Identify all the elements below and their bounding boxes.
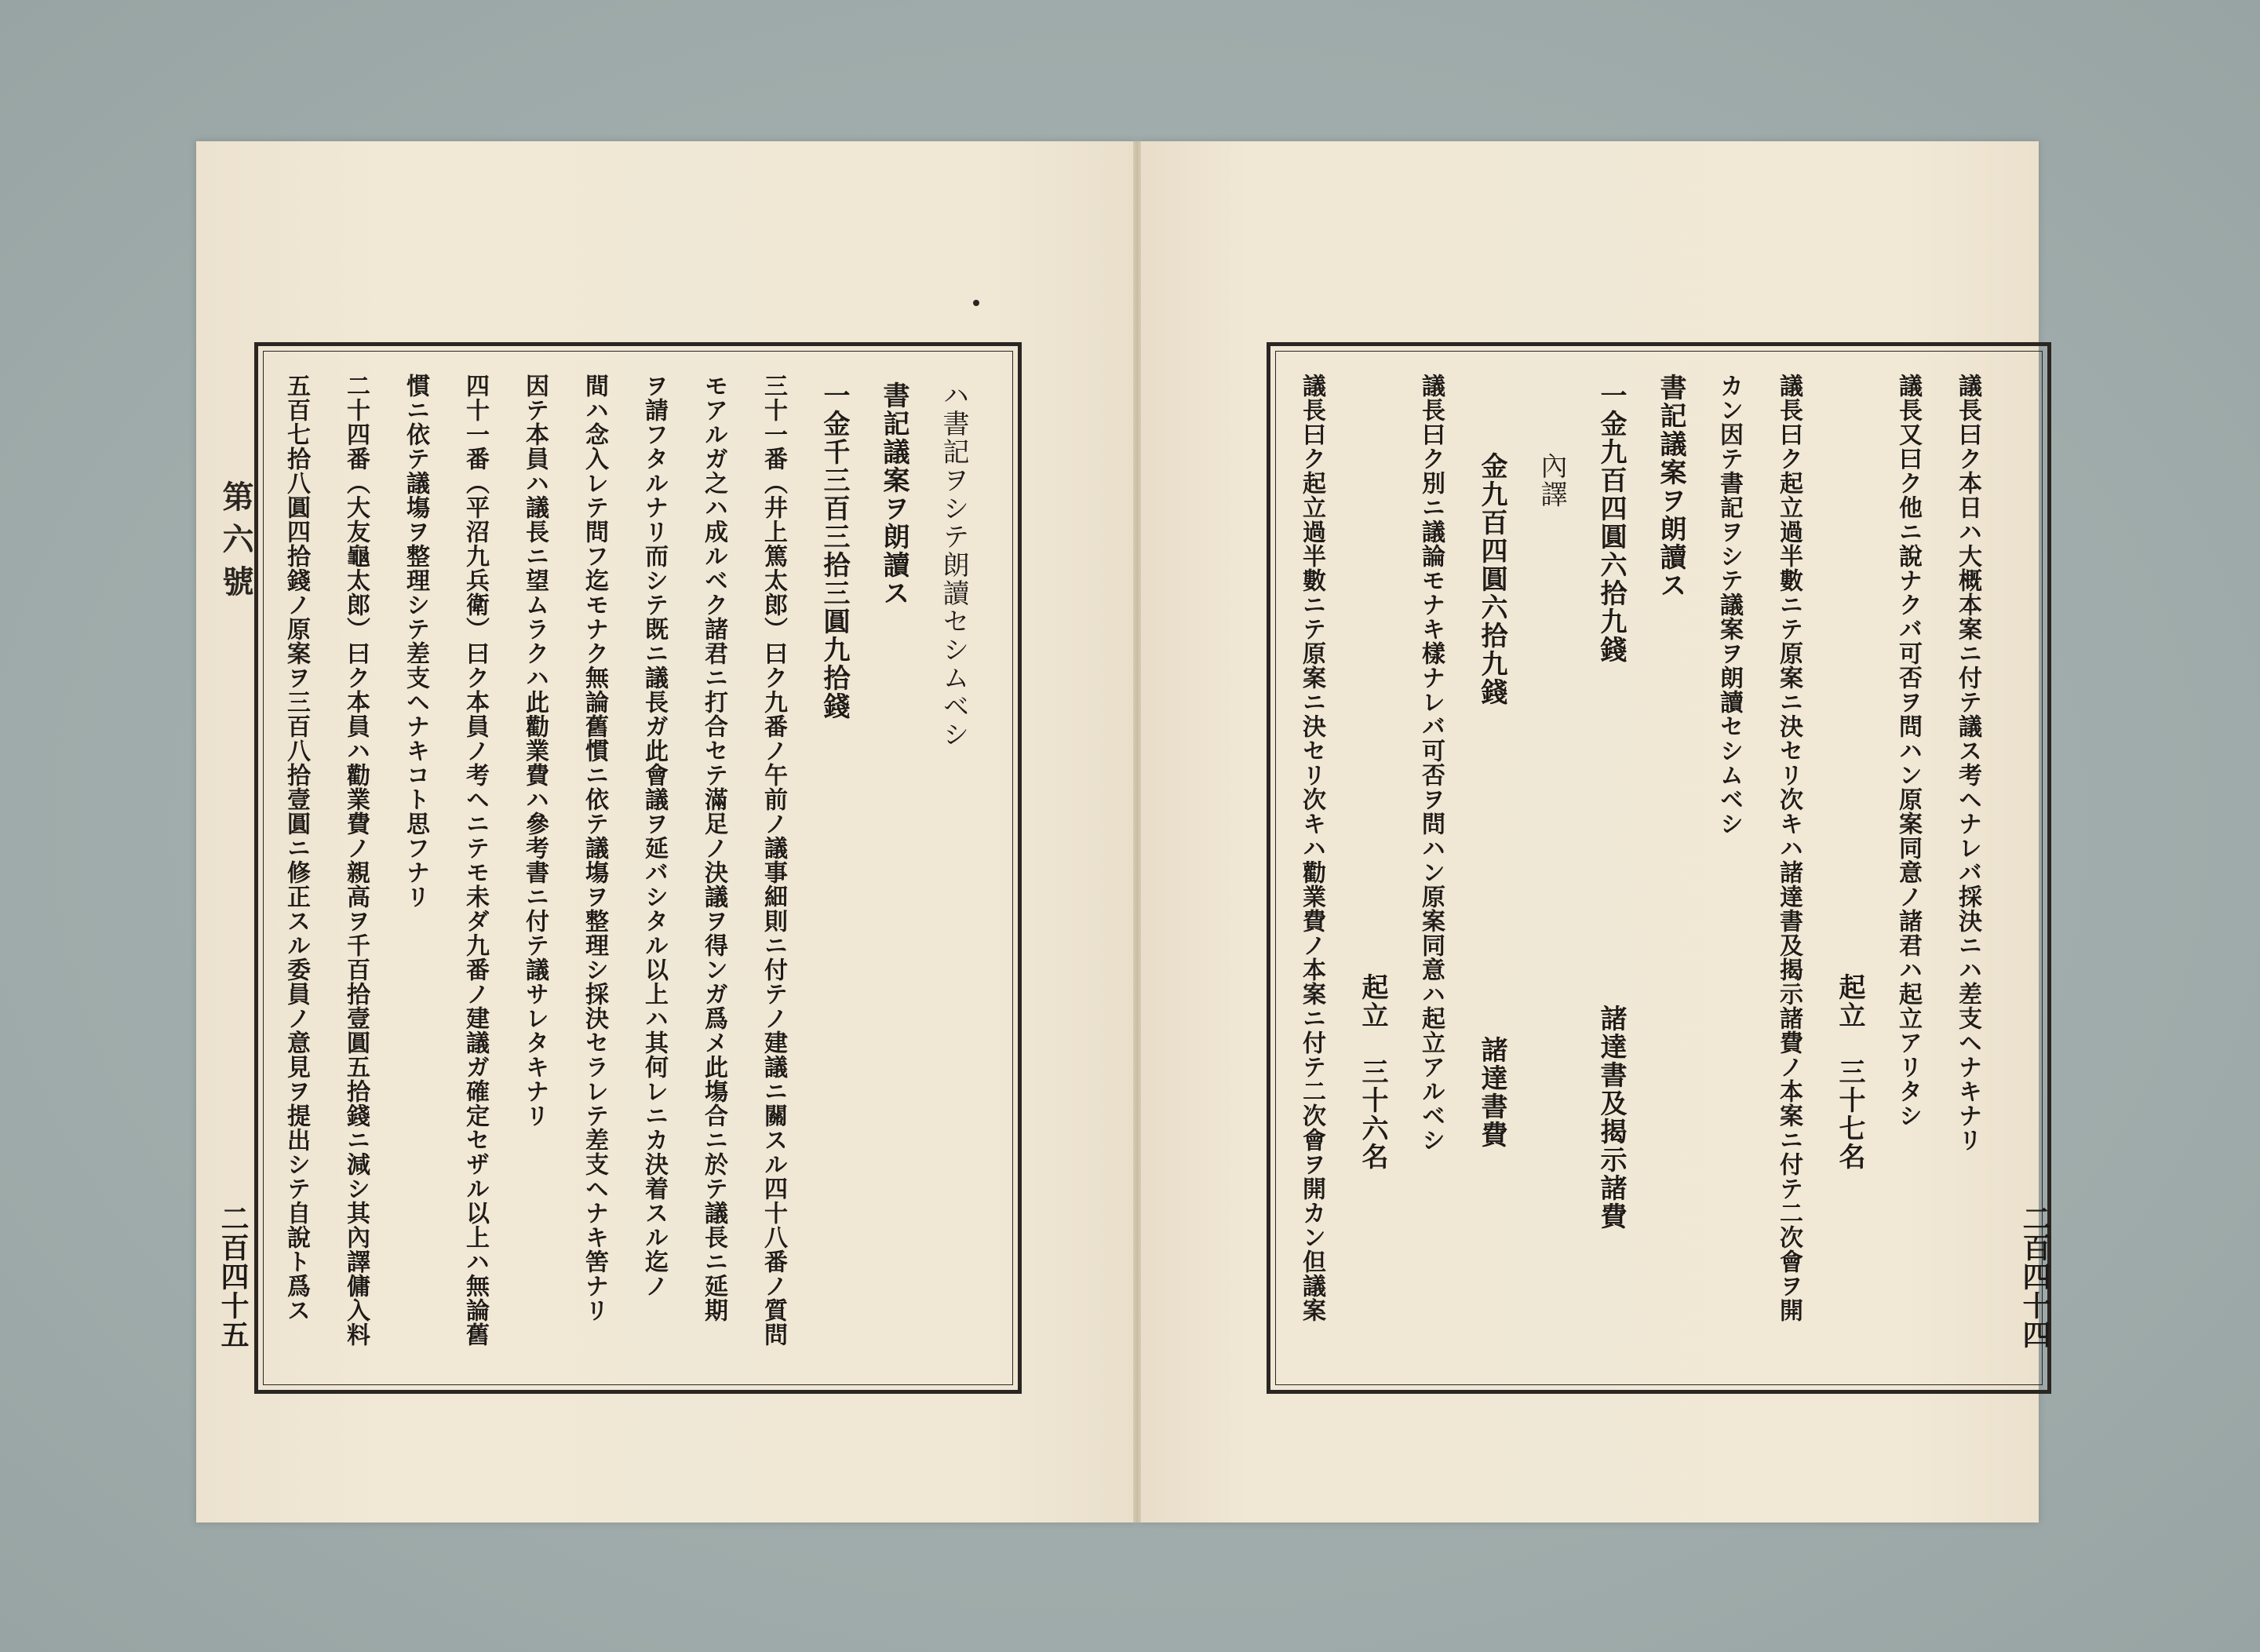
right-col-5: カン因テ書記ヲシテ議案ヲ朗讀セシムベシ (1715, 374, 1743, 836)
right-col-14: 議長曰ク起立過半數ニテ原案ニ決セリ次キハ勸業費ノ本案ニ付テ二次會ヲ開カン但議案 (1298, 374, 1325, 1322)
left-col-3: 一金千三百三拾三圓九拾錢 (818, 381, 850, 720)
right-col-9: 內譯 (1536, 452, 1567, 509)
left-col-4: 三十一番（井上篤太郎）曰ク九番ノ午前ノ議事細則ニ付テノ建議ニ關スル四十八番ノ質問 (760, 374, 787, 1347)
left-col-1: ハ書記ヲシテ朗讀セシムベシ (938, 381, 969, 749)
right-col-7: 一金九百四圓六拾九錢 (1595, 381, 1627, 664)
left-col-2: 書記議案ヲ朗讀ス (878, 381, 909, 607)
right-col-6: 書記議案ヲ朗讀ス (1655, 374, 1686, 600)
right-col-12: 議長曰ク別ニ議論モナキ樣ナレバ可否ヲ問ハン原案同意ハ起立アルベシ (1417, 374, 1445, 1152)
right-col-8: 諸達書及揭示諸費 (1595, 1005, 1627, 1231)
ink-dot (973, 300, 979, 306)
right-col-3: 起立 三十七名 (1834, 973, 1865, 1171)
left-col-5: モアルガ之ハ成ルベク諸君ニ打合セテ滿足ノ決議ヲ得ンガ爲メ此塲合ニ於テ議長ニ延期 (700, 374, 727, 1322)
right-col-13: 起立 三十六名 (1357, 973, 1388, 1171)
left-col-10: 慣ニ依テ議塲ヲ整理シテ差支ヘナキコト思フナリ (402, 374, 429, 909)
left-col-8: 因テ本員ハ議長ニ望ムラクハ此勸業費ハ參考書ニ付テ議サレタキナリ (521, 374, 549, 1128)
left-col-6: ヲ請フタルナリ而シテ既ニ議長ガ此會議ヲ延バシタル以上ハ其何レニカ決着スル迄ノ (640, 374, 668, 1298)
right-col-11: 諸達書費 (1476, 1036, 1507, 1149)
right-col-2: 議長又曰ク他ニ說ナクバ可否ヲ問ハン原案同意ノ諸君ハ起立アリタシ (1894, 374, 1922, 1128)
left-col-12: 五百七拾八圓四拾錢ノ原案ヲ三百八拾壹圓ニ修正スル委員ノ意見ヲ提出シテ自說ト爲ス (282, 374, 310, 1322)
right-page-number: 二百四十四 (2018, 1204, 2051, 1349)
right-col-1: 議長曰ク本日ハ大概本案ニ付テ議ス考ヘナレバ採決ニハ差支ヘナキナリ (1954, 374, 1981, 1152)
right-col-10: 金九百四圓六拾九錢 (1476, 452, 1507, 706)
left-page-number: 二百四十五 (217, 1204, 250, 1349)
left-col-9: 四十一番（平沼九兵衛）曰ク本員ノ考ヘニテモ未ダ九番ノ建議ガ確定セザル以上ハ無論舊 (461, 374, 489, 1347)
book-gutter (1133, 141, 1141, 1523)
issue-header: 第六號 (217, 480, 254, 607)
left-col-11: 二十四番（大友龜太郎）曰ク本員ハ勸業費ノ親高ヲ千百拾壹圓五拾錢ニ減シ其內譯傭入料 (342, 374, 370, 1347)
left-col-7: 間ハ念入レテ問フ迄モナク無論舊慣ニ依テ議塲ヲ整理シ採決セラレテ差支ヘナキ筈ナリ (581, 374, 608, 1322)
right-col-4: 議長曰ク起立過半數ニテ原案ニ決セリ次キハ諸達書及揭示諸費ノ本案ニ付テ二次會ヲ開 (1775, 374, 1803, 1322)
